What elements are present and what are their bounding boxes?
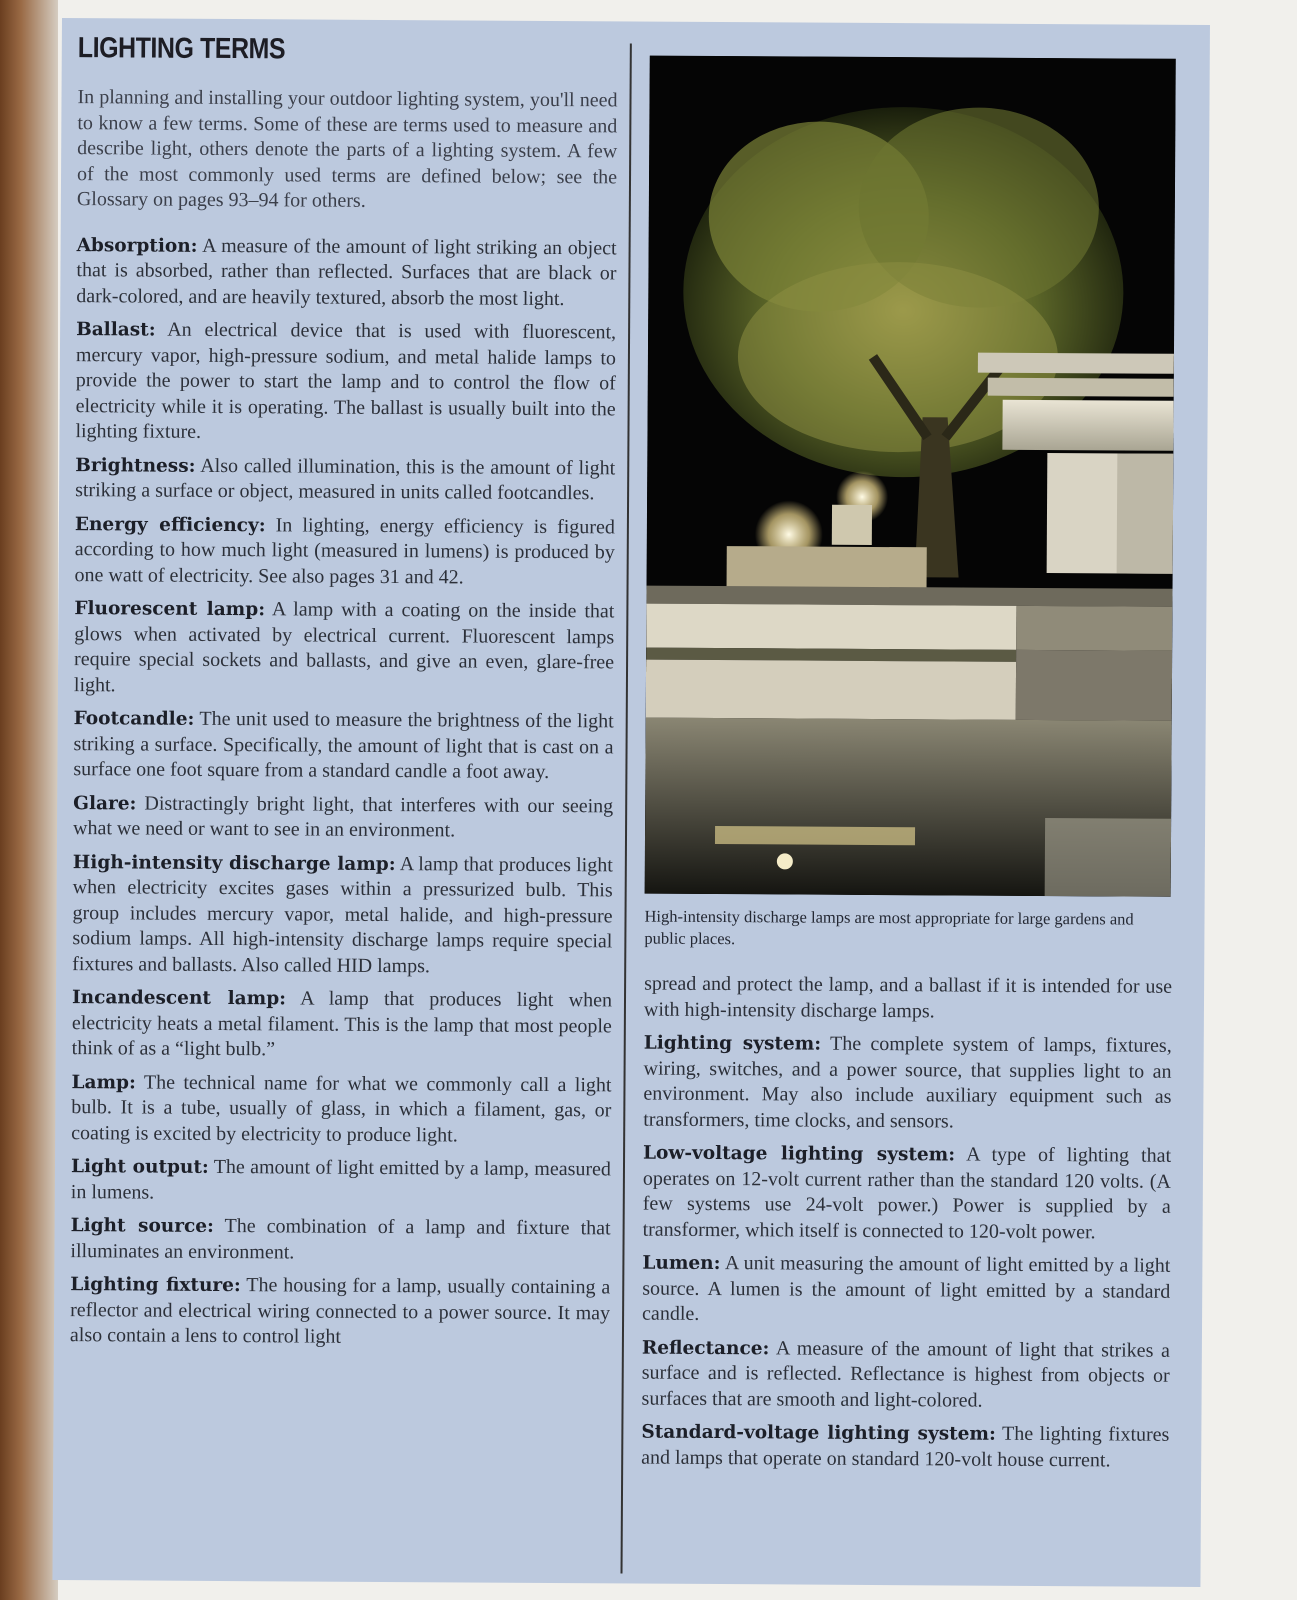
left-column	[70, 32, 618, 1360]
column-divider	[621, 43, 632, 1573]
glossary-entry	[75, 512, 615, 592]
right-term-list	[641, 1031, 1172, 1474]
glossary-term: Absorption:	[76, 234, 198, 257]
glossary-definition: The combination of a lamp and fixture that illuminates an environment.	[70, 1215, 611, 1263]
glossary-term: Light source:	[70, 1215, 214, 1237]
glossary-entry	[72, 985, 612, 1065]
glossary-term: Lighting fixture:	[70, 1274, 241, 1297]
glossary-definition: An electrical device that is used with fluorescent, mercury vapor, high-pressure sodium, and metal halide lamps to provide the power to start the lamp and to control the flow of electricity while it is operating. The ballast is usually built into the lighting fixture.	[75, 318, 617, 443]
glossary-entry	[641, 1335, 1169, 1415]
glossary-definition: The amount of light emitted by a lamp, measured in lumens.	[70, 1155, 612, 1204]
lighting-terms-panel	[52, 18, 1210, 1587]
glossary-term: Glare:	[73, 792, 137, 814]
glossary-definition: Also called illumination, this is the amount of light striking a surface or object, measured in units called footcandles.	[75, 454, 616, 505]
glossary-term: Reflectance:	[641, 1337, 770, 1359]
glossary-term: Light output:	[70, 1156, 209, 1178]
glossary-term: Low-voltage lighting system:	[643, 1142, 956, 1166]
glossary-definition: A lamp with a coating on the inside that glows when activated by electrical current. Fluorescent lamps require special sockets and ballasts, and give an even, glare-free light.	[73, 598, 615, 696]
glossary-definition: Distractingly bright light, that interferes with our seeing what we need or want to see in an environment.	[72, 792, 614, 842]
glossary-term: Lumen:	[642, 1252, 721, 1275]
glossary-definition: A unit measuring the amount of light emitted by a light source. A lumen is the amount of light emitted by a standard candle.	[642, 1252, 1171, 1325]
glossary-term: Standard-voltage lighting system:	[641, 1421, 996, 1445]
glossary-entry	[641, 1420, 1169, 1474]
glossary-entry	[72, 850, 613, 981]
glossary-entry	[74, 596, 615, 701]
glossary-definition: A lamp that produces light when electricity heats a metal filament. This is the lamp that most people think of as a “light bulb.”	[71, 987, 613, 1061]
right-column	[635, 36, 1184, 1482]
night-garden-photo	[645, 56, 1176, 897]
glossary-entry	[76, 233, 616, 313]
glossary-definition: The technical name for what we commonly call a light bulb. It is a tube, usually of glass, in which a filament, gas, or coating is excited by electricity to produce light.	[71, 1071, 612, 1146]
glossary-entry	[75, 317, 616, 448]
book-spine-edge	[0, 0, 60, 1600]
glossary-definition: A type of lighting that operates on 12-volt current rather than the standard 120 volts. (A few systems use 24-volt power.) Power is supplied by a transformer, which itself is connected to 120-volt power.	[642, 1143, 1172, 1243]
glossary-definition: The complete system of lamps, fixtures, wiring, switches, and a power source, that supplies light to an environment. May also include auxiliary equipment such as transformers, time clocks, and sensors.	[643, 1032, 1172, 1132]
glossary-entry	[73, 706, 613, 786]
glossary-term: Ballast:	[76, 319, 156, 341]
glossary-entry	[642, 1251, 1170, 1331]
glossary-term: High-intensity discharge lamp:	[72, 851, 396, 875]
glossary-entry	[643, 1031, 1172, 1136]
glossary-term: Energy efficiency:	[74, 513, 266, 536]
glossary-definition: A measure of the amount of light striking an object that is absorbed, rather than reflected. Surfaces that are black or dark-colored, and are heavily textured, absorb the most light.	[76, 234, 617, 310]
glossary-entry	[70, 1272, 610, 1352]
glossary-definition: The housing for a lamp, usually containing a reflector and electrical wiring connected to a power source. It may also contain a lens to control light	[69, 1274, 611, 1348]
glossary-entry	[73, 791, 613, 845]
page-title: LIGHTING TERMS	[77, 32, 286, 66]
glossary-entry	[71, 1070, 611, 1150]
glossary-definition: A measure of the amount of light that strikes a surface and is reflected. Reflectance is highest from objects or surfaces that are smooth and light-colored.	[641, 1336, 1170, 1412]
continued-definition: spread and protect the lamp, and a ballast if it is intended for use with high-intensity discharge lamps.	[643, 972, 1173, 1022]
glossary-term: Incandescent lamp:	[71, 987, 287, 1010]
night-garden-illustration	[645, 56, 1176, 897]
glossary-definition: The lighting fixtures and lamps that operate on standard 120-volt house current.	[641, 1422, 1170, 1471]
intro-paragraph: In planning and installing your outdoor lighting system, you'll need to know a few terms. Some of these are terms used to measure and describe light, others denote the parts of a lighting system. A few of the most commonly used terms are defined below; see the Glossary on pages 93–94 for others.	[76, 86, 618, 212]
glossary-term: Brightness:	[75, 454, 196, 477]
glossary-entry	[71, 1154, 611, 1208]
glossary-entry	[643, 1141, 1172, 1246]
left-term-list	[70, 233, 617, 1352]
glossary-term: Footcandle:	[73, 708, 195, 730]
glossary-term: Fluorescent lamp:	[74, 598, 266, 621]
glossary-definition: A lamp that produces light when electricity excites gases within a pressurized bulb. This group includes mercury vapor, metal halide, and high-pressure sodium lamps. All high-intensity discharge lamps require special fixtures and ballasts. Also called HID lamps.	[72, 852, 613, 977]
glossary-definition: In lighting, energy efficiency is figured according to how much light (measured in lumens) is produced by one watt of electricity. See also pages 31 and 42.	[74, 513, 615, 588]
glossary-term: Lighting system:	[643, 1032, 822, 1055]
glossary-entry	[75, 453, 615, 507]
photo-caption: High-intensity discharge lamps are most appropriate for large gardens and public places.	[644, 906, 1134, 949]
glossary-term: Lamp:	[71, 1071, 136, 1093]
glossary-definition: The unit used to measure the brightness of the light striking a surface. Specifically, the amount of light that is cast on a surface one foot square from a standard candle a foot away.	[73, 707, 614, 783]
glossary-entry	[70, 1213, 610, 1267]
